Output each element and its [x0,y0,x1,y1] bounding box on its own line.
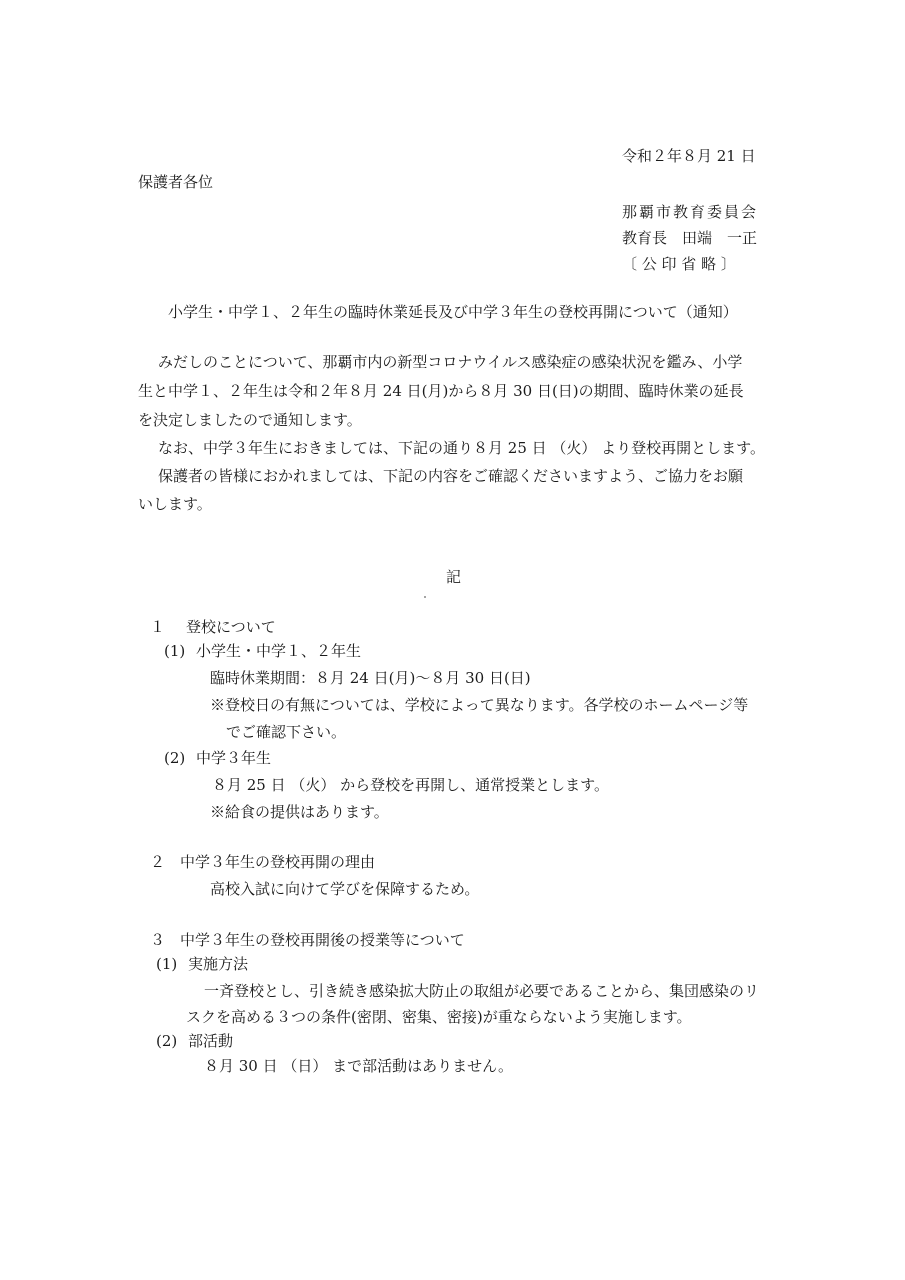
ki-heading: 記 [446,568,462,586]
body-paragraph-3-line-2: いします。 [138,495,212,513]
seal-omitted-note: 〔 公 印 省 略 〕 [622,255,736,273]
scan-speck [424,596,426,598]
issuer-person: 教育長 田端 一正 [622,229,758,247]
section-1-sub-2-text: ８月 25 日 （火） から登校を再開し、通常授業とします。 [212,776,609,794]
section-3-sub-1-line-2: スクを高める３つの条件(密閉、密集、密接)が重ならないよう実施します。 [186,1008,692,1026]
section-1-heading: 登校について [186,618,276,636]
document-date: 令和２年８月 21 日 [622,147,756,165]
section-3-sub-2-title: 部活動 [188,1032,234,1050]
body-paragraph-1-line-1: みだしのことについて、那覇市内の新型コロナウイルス感染症の感染状況を鑑み、小学 [158,353,743,371]
addressee: 保護者各位 [138,173,214,191]
section-3-sub-1-title: 実施方法 [188,955,249,973]
section-1-sub-1-title: 小学生・中学１、２年生 [196,642,362,660]
section-3-heading: 中学３年生の登校再開後の授業等について [180,931,465,949]
body-paragraph-1-line-2: 生と中学１、２年生は令和２年８月 24 日(月)から８月 30 日(日)の期間、臨時休業の延長 [138,382,744,400]
body-paragraph-3-line-1: 保護者の皆様におかれましては、下記の内容をご確認くださいますよう、ご協力をお願 [158,467,744,485]
section-1-sub-2-title: 中学３年生 [196,749,272,767]
document-title: 小学生・中学１、２年生の臨時休業延長及び中学３年生の登校再開について（通知） [168,303,738,321]
section-2-heading: 中学３年生の登校再開の理由 [180,853,376,871]
section-3-sub-2-text: ８月 30 日 （日） まで部活動はありません。 [204,1057,514,1075]
section-3-sub-1-label: (1) [156,955,178,973]
section-2-number: ２ [150,853,166,871]
section-1-sub-1-period: 臨時休業期間：８月 24 日(月)～８月 30 日(日) [210,669,531,687]
section-1-sub-1-label: (1) [164,642,186,660]
body-paragraph-1-line-3: を決定しましたので通知します。 [138,411,362,429]
section-3-number: ３ [150,931,166,949]
section-1-sub-2-note: ※給食の提供はあります。 [210,803,389,821]
section-3-sub-1-line-1: 一斉登校とし、引き続き感染拡大防止の取組が必要であることから、集団感染のリ [204,982,760,1000]
issuer-organization: 那覇市教育委員会 [622,203,759,221]
section-1-sub-2-label: (2) [164,749,186,767]
section-1-number: １ [150,618,166,636]
section-3-sub-2-label: (2) [156,1032,178,1050]
section-1-sub-1-note-line-1: ※登校日の有無については、学校によって異なります。各学校のホームページ等 [210,696,749,714]
body-paragraph-2: なお、中学３年生におきましては、下記の通り８月 25 日 （火） より登校再開とします。 [158,439,765,457]
section-2-text: 高校入試に向けて学びを保障するため。 [210,880,480,898]
section-1-sub-1-note-line-2: でご確認下さい。 [226,723,347,741]
